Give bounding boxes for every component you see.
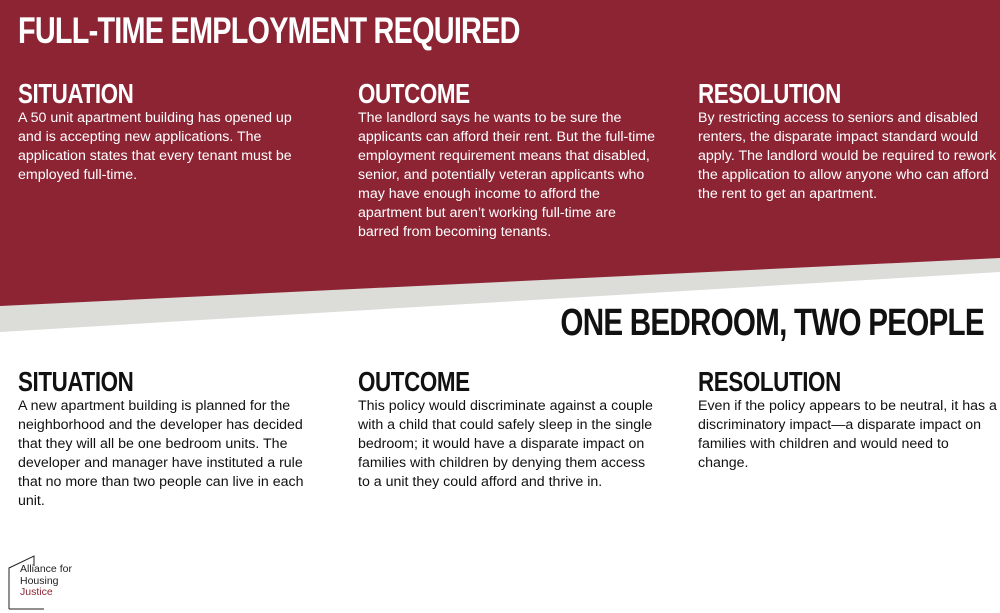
scenario2-situation-heading: SITUATION	[18, 366, 134, 397]
scenario1-outcome-heading: OUTCOME	[358, 78, 470, 109]
scenario1-resolution	[698, 80, 998, 204]
scenario1-situation-heading: SITUATION	[18, 78, 134, 109]
scenario2-outcome	[358, 368, 658, 492]
scenario2-outcome-heading: OUTCOME	[358, 366, 470, 397]
scenario2-resolution	[698, 368, 998, 473]
scenario1-outcome-body: The landlord says he wants to be sure the applicants can afford their rent. But the full-time employment requirement means that disabled, senior, and potentially veteran applicants who may have enough income to afford the apartment but aren’t working full-time are barred from becoming tenants.	[358, 110, 656, 240]
logo-line-2: Housing	[20, 574, 59, 587]
alliance-logo	[8, 552, 108, 610]
scenario1-title: FULL-TIME EMPLOYMENT REQUIRED	[18, 10, 520, 51]
scenario1-situation-body: A 50 unit apartment building has opened up and is accepting new applications. The application states that every tenant must be employed full-time.	[18, 110, 292, 183]
scenario2-outcome-body: This policy would discriminate against a couple with a child that could safely sleep in the single bedroom; it would have a disparate impact on families with children by denying them access to a unit they could afford and thrive in.	[358, 398, 653, 490]
scenario1-situation	[18, 80, 318, 185]
scenario2-situation	[18, 368, 318, 511]
scenario1-outcome	[358, 80, 658, 242]
logo-line-3: Justice	[20, 586, 53, 598]
scenario2-situation-body: A new apartment building is planned for the neighborhood and the developer has decided that they will all be one bedroom units. The developer and manager have instituted a rule that no more than two people can live in each unit.	[18, 398, 304, 509]
scenario2-resolution-heading: RESOLUTION	[698, 366, 841, 397]
scenario1-resolution-heading: RESOLUTION	[698, 78, 841, 109]
scenario1-resolution-body: By restricting access to seniors and disabled renters, the disparate impact standard would apply. The landlord would be required to rework the application to allow anyone who can afford the rent to get an apartment.	[698, 110, 997, 202]
scenario2-resolution-body: Even if the policy appears to be neutral, it has a discriminatory impact—a disparate impact on families with children and would need to change.	[698, 398, 997, 471]
logo-line-1: Alliance for	[20, 563, 72, 575]
scenario2-title: ONE BEDROOM, TWO PEOPLE	[560, 302, 984, 344]
logo-wordmark	[20, 564, 72, 599]
